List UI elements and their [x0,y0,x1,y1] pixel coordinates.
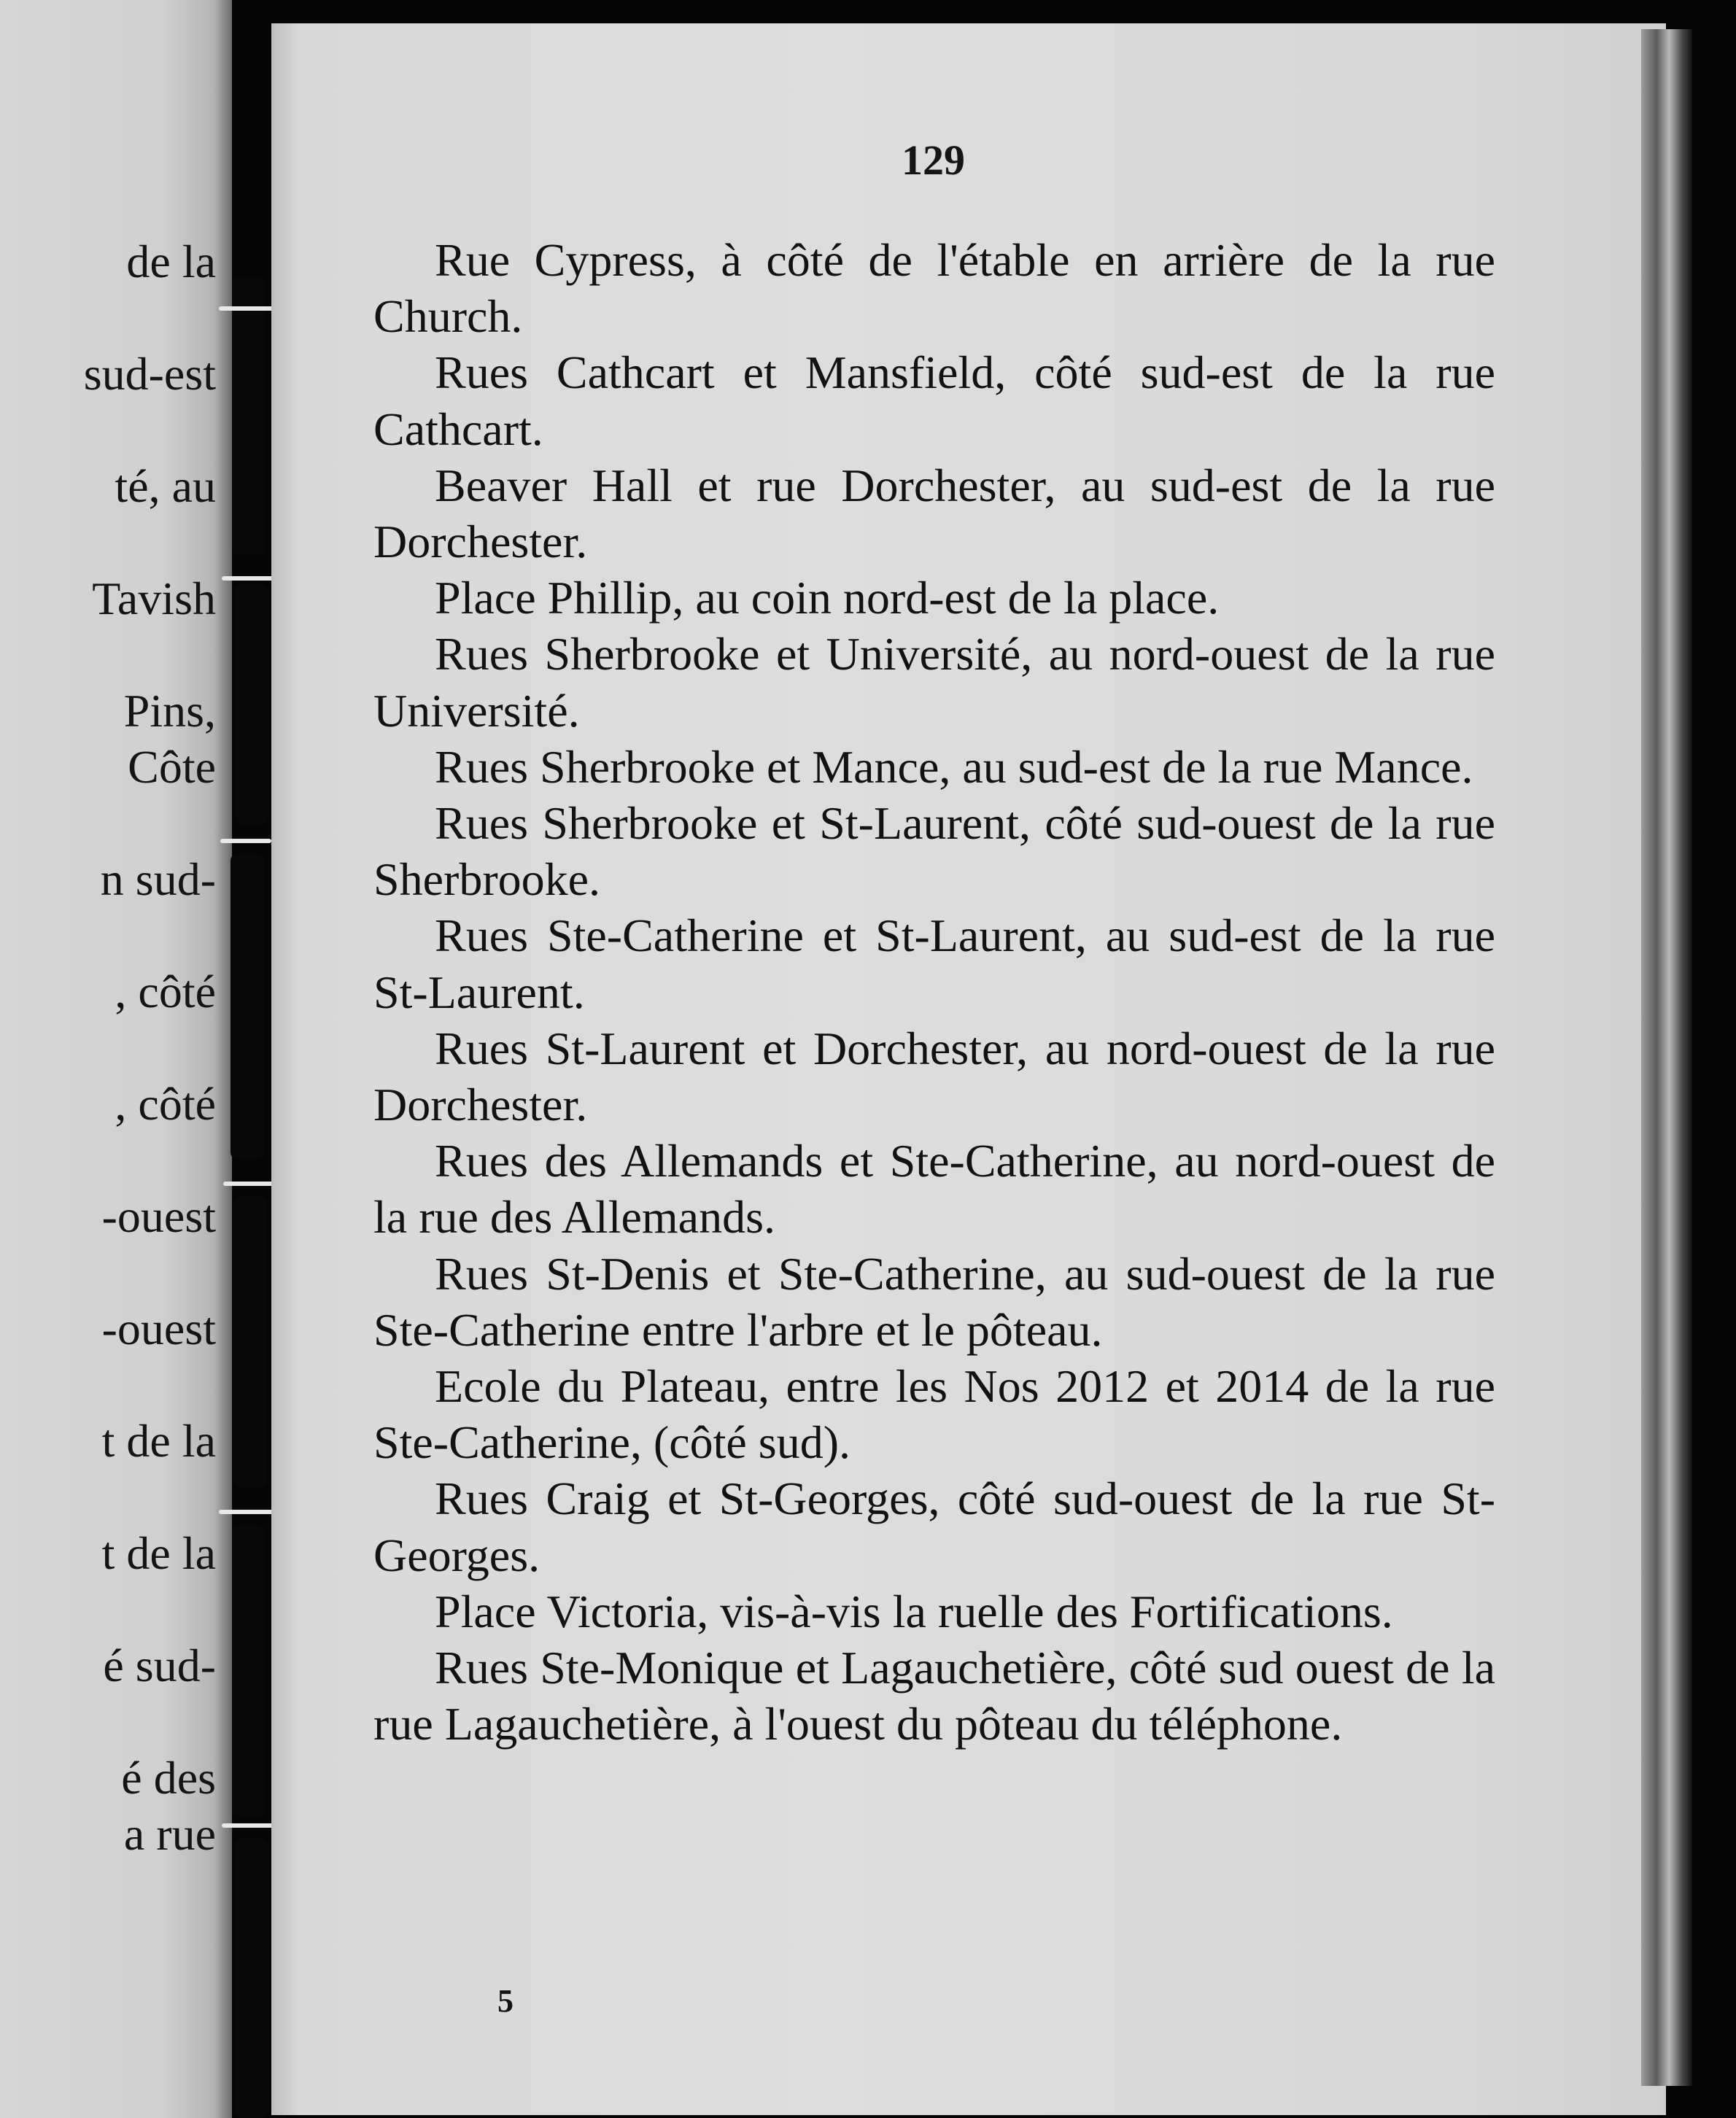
left-page-fragment: é des [121,1752,216,1804]
location-entry: Place Phillip, au coin nord-est de la place. [435,572,1220,624]
binding-stitch [230,853,264,1160]
location-entry: Rues Ste-Catherine et St-Laurent, au sud-est de la rue St-Laurent. [373,909,1495,1018]
left-page-fragment: t de la [101,1527,216,1579]
left-page-fragment: a rue [123,1808,216,1860]
location-entry: Ecole du Plateau, entre les Nos 2012 et 2014 de la rue Ste-Catherine, (côté sud). [373,1360,1495,1469]
location-entry: Rues des Allemands et Ste-Catherine, au nord-ouest de la rue des Allemands. [373,1135,1495,1244]
binding-thread [220,839,271,843]
location-entry: Rues Sherbrooke et Mance, au sud-est de la rue Mance. [435,740,1473,793]
binding-thread [219,306,277,311]
signature-mark: 5 [497,1983,514,2019]
binding-thread [219,1510,277,1514]
left-page-fragment: té, au [115,460,216,512]
location-entry: Rues Sherbrooke et Université, au nord-ouest de la rue Université. [373,628,1495,737]
left-page-fragment: Tavish [92,573,216,624]
location-entry: Rue Cypress, à côté de l'étable en arrière de la rue Church. [373,234,1495,343]
location-entry: Beaver Hall et rue Dorchester, au sud-est de la rue Dorchester. [373,459,1495,568]
left-page-fragment: -ouest [101,1190,216,1242]
left-page-fragment: -ouest [101,1303,216,1354]
binding-stitch [233,1196,267,1488]
location-entry: Rues Ste-Monique et Lagauchetière, côté sud ouest de la rue Lagauchetière, à l'ouest du pôteau du téléphone. [373,1642,1495,1750]
binding-stitch [235,1838,268,2118]
binding-stitch [232,1524,266,1816]
page-number: 129 [902,136,965,184]
left-facing-page [0,0,232,2118]
binding-stitch [232,277,266,554]
left-page-fragment: n sud- [100,853,216,905]
page-text [373,232,1495,1752]
binding-stitch [235,583,268,824]
left-page-fragment: é sud- [103,1640,216,1691]
location-entry: Rues Cathcart et Mansfield, côté sud-est de la rue Cathcart. [373,346,1495,455]
binding-thread [222,1823,279,1828]
page-edge-stack [1641,29,1692,2086]
location-entry: Place Victoria, vis-à-vis la ruelle des Fortifications. [435,1585,1393,1637]
left-page-fragment: de la [126,236,216,287]
location-entry: Rues St-Denis et Ste-Catherine, au sud-ouest de la rue Ste-Catherine entre l'arbre et le pôteau. [373,1247,1495,1356]
left-page-fragment: , côté [115,1078,216,1130]
location-entry: Rues Craig et St-Georges, côté sud-ouest de la rue St-Georges. [373,1473,1495,1581]
left-page-fragment: , côté [115,966,216,1017]
binding-thread [223,1182,279,1186]
left-page-fragment: sud-est [83,348,216,400]
location-entry: Rues St-Laurent et Dorchester, au nord-ouest de la rue Dorchester. [373,1022,1495,1131]
left-page-fragment: Pins, [123,685,216,737]
left-page-fragment: Côte [128,741,216,793]
location-entry: Rues Sherbrooke et St-Laurent, côté sud-ouest de la rue Sherbrooke. [373,797,1495,906]
left-page-fragment: t de la [101,1415,216,1467]
